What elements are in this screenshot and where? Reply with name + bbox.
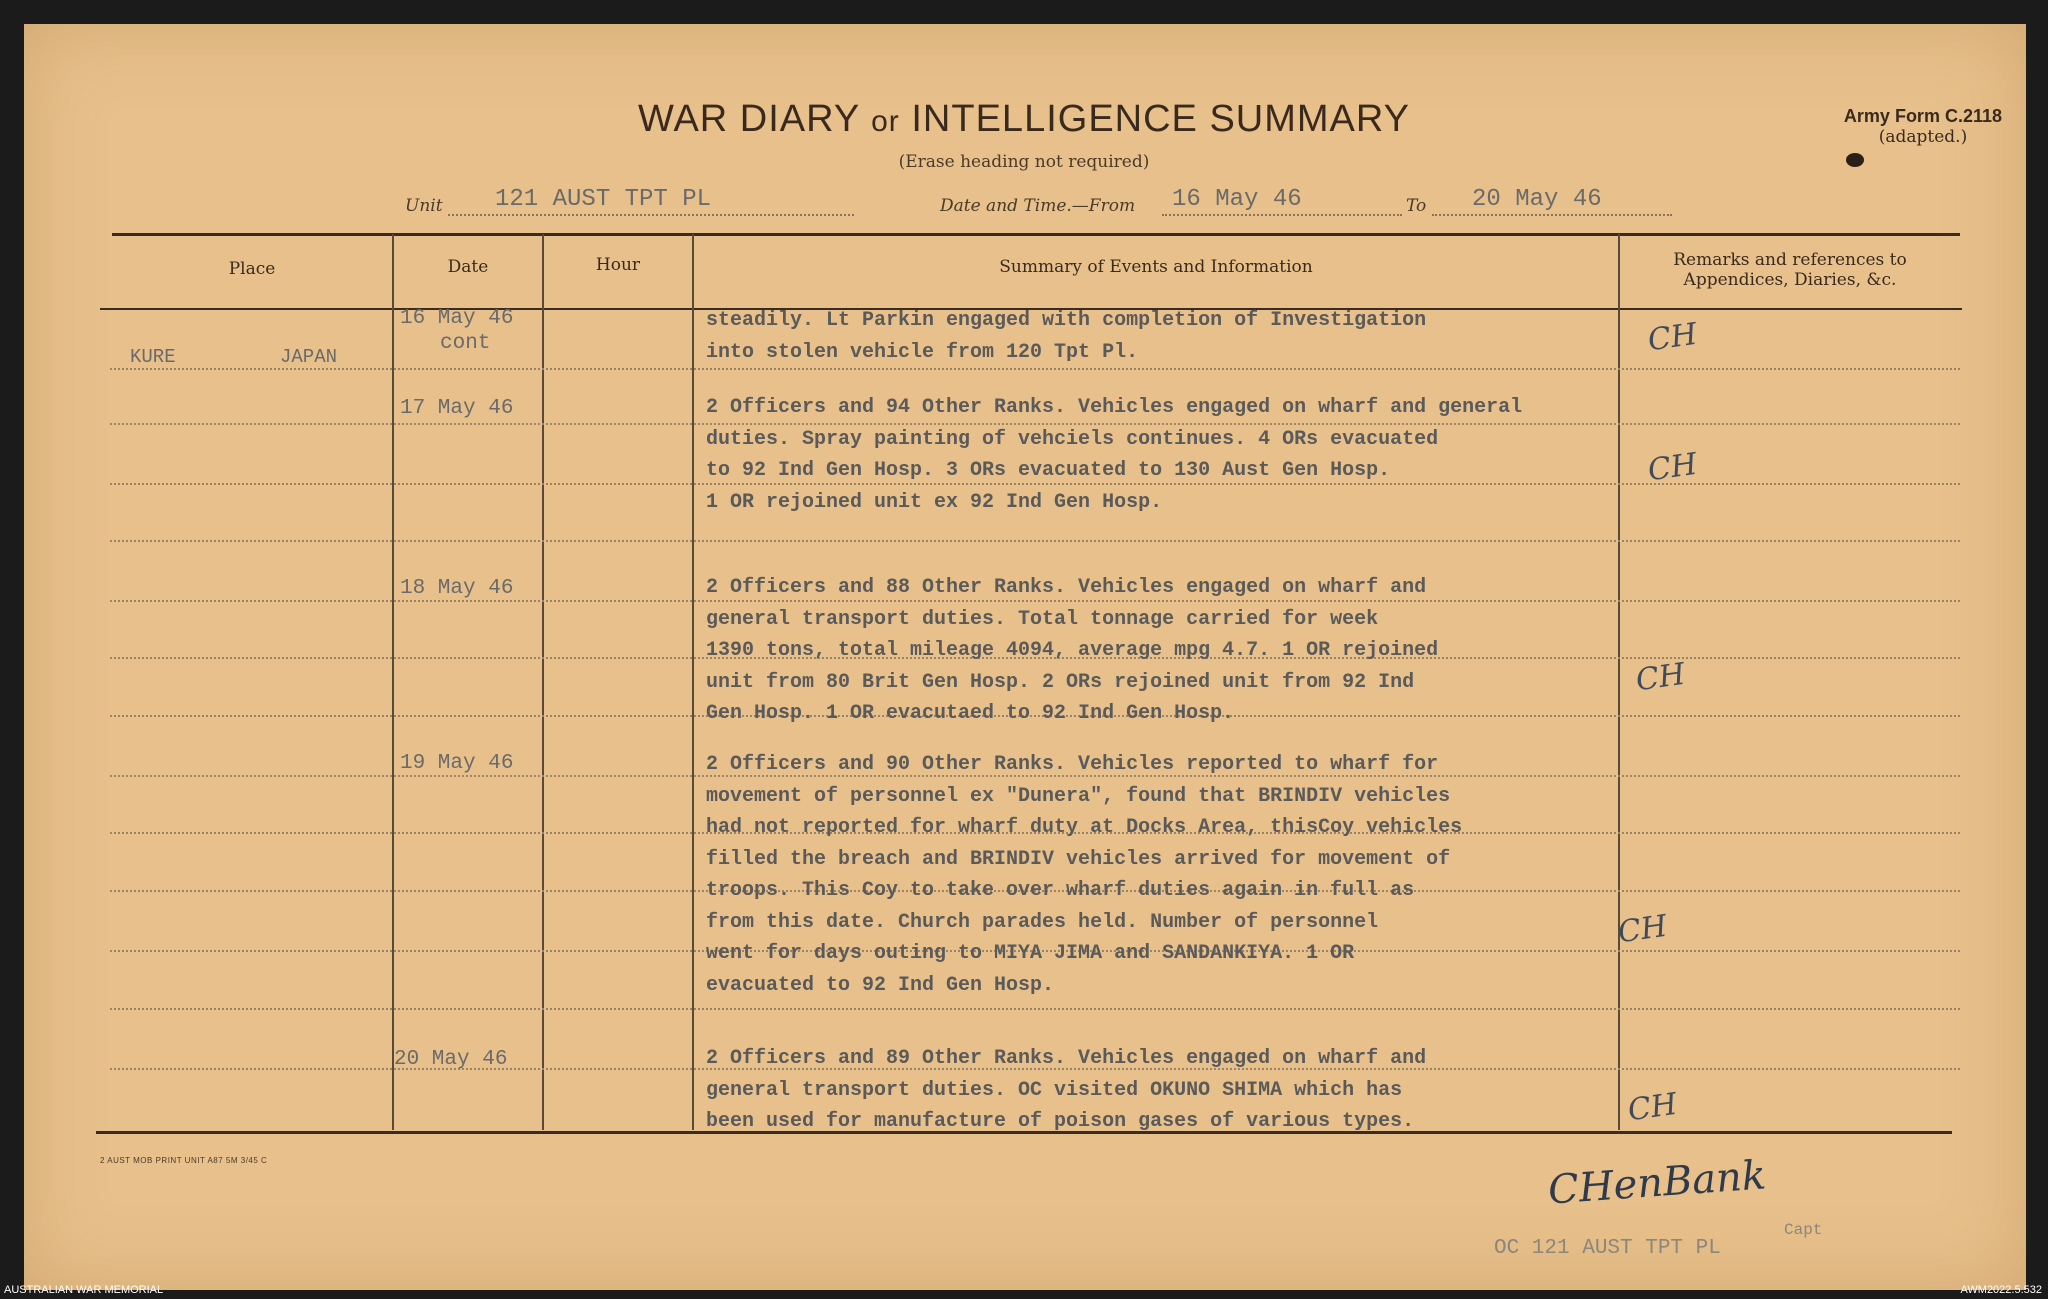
punch-hole bbox=[1846, 153, 1864, 167]
ruled-line bbox=[110, 1008, 1960, 1010]
unit-label: Unit bbox=[405, 196, 443, 216]
column-header-date: Date bbox=[447, 257, 489, 277]
ruled-line bbox=[110, 540, 1960, 542]
entry-summary: 2 Officers and 89 Other Ranks. Vehicles engaged on wharf and general transport duties. OC visited OKUNO SHIMA which has been used for manufacture of poison gases of various types. bbox=[706, 1047, 1427, 1133]
officer-initials: CH bbox=[1615, 908, 1670, 951]
entry-summary: steadily. Lt Parkin engaged with completion of Investigation into stolen vehicle from 120 Tpt Pl. bbox=[706, 309, 1427, 364]
to-date-value: 20 May 46 bbox=[1472, 186, 1602, 213]
entry-date: 19 May 46 bbox=[400, 752, 514, 775]
officer-initials: CH bbox=[1625, 1086, 1680, 1129]
ruled-line bbox=[110, 368, 1960, 370]
column-header-summary: Summary of Events and Information bbox=[999, 257, 1313, 277]
officer-initials: CH bbox=[1633, 656, 1688, 699]
form-subtitle: (Erase heading not required) bbox=[898, 152, 1150, 172]
stamp-rank: Capt bbox=[1784, 1221, 1823, 1239]
place-country: JAPAN bbox=[280, 346, 338, 368]
army-form-number: Army Form C.2118 (adapted.) bbox=[1843, 106, 2002, 147]
table-top-rule bbox=[112, 233, 1960, 236]
entry-date: 17 May 46 bbox=[400, 397, 514, 420]
place-town: KURE bbox=[130, 346, 176, 368]
unit-stamp: OC 121 AUST TPT PL bbox=[1494, 1237, 1721, 1260]
printer-imprint: 2 AUST MOB PRINT UNIT A87 5M 3/45 C bbox=[100, 1156, 268, 1165]
to-dotline bbox=[1432, 214, 1672, 216]
column-header-remarks: Remarks and references to Appendices, Diaries, &c. bbox=[1673, 250, 1907, 290]
from-dotline bbox=[1162, 214, 1402, 216]
entry-date-note: cont bbox=[440, 332, 491, 355]
to-label: To bbox=[1406, 196, 1427, 216]
date-time-label: Date and Time.—From bbox=[940, 196, 1136, 216]
commanding-officer-signature: CHenBank bbox=[1546, 1152, 1768, 1214]
entry-date: 18 May 46 bbox=[400, 577, 514, 600]
entry-date: 20 May 46 bbox=[394, 1048, 508, 1071]
entry-summary: 2 Officers and 88 Other Ranks. Vehicles engaged on wharf and general transport duties. Total tonnage carried for week 1390 tons, total mileage 4094, average mpg 4.7. 1 OR rejoined unit from 80 Brit Gen Hosp. 2 ORs rejoined unit from 92 Ind Gen Hosp. 1 OR evacutaed to 92 Ind Gen Hosp. bbox=[706, 576, 1439, 725]
unit-value: 121 AUST TPT PL bbox=[495, 186, 712, 213]
archive-credit: AUSTRALIAN WAR MEMORIAL bbox=[4, 1284, 164, 1296]
officer-initials: CH bbox=[1645, 316, 1700, 359]
entry-summary: 2 Officers and 90 Other Ranks. Vehicles reported to wharf for movement of personnel ex "Dunera", found that BRINDIV vehicles had not reported for wharf duty at Docks Area, thisCoy vehicles filled the breach and BRINDIV vehicles arrived for movement of troops. This Coy to take over wharf duties again in full as from this date. Church parades held. Number of personnel went for days outing to MIYA JIMA and SANDANKIYA. 1 OR evacuated to 92 Ind Gen Hosp. bbox=[706, 753, 1463, 997]
column-header-place: Place bbox=[228, 259, 276, 279]
from-date-value: 16 May 46 bbox=[1172, 186, 1302, 213]
column-header-hour: Hour bbox=[595, 255, 641, 275]
archive-reference: AWM2022.5.532 bbox=[1960, 1284, 2042, 1296]
form-title: WAR DIARY or INTELLIGENCE SUMMARY bbox=[638, 98, 1410, 140]
entry-date: 16 May 46 bbox=[400, 307, 514, 330]
unit-dotline bbox=[448, 214, 854, 216]
entry-summary: 2 Officers and 94 Other Ranks. Vehicles engaged on wharf and general duties. Spray painting of vehciels continues. 4 ORs evacuated to 92 Ind Gen Hosp. 3 ORs evacuated to 130 Aust Gen Hosp. 1 OR rejoined unit ex 92 Ind Gen Hosp. bbox=[706, 396, 1523, 514]
officer-initials: CH bbox=[1645, 446, 1700, 489]
